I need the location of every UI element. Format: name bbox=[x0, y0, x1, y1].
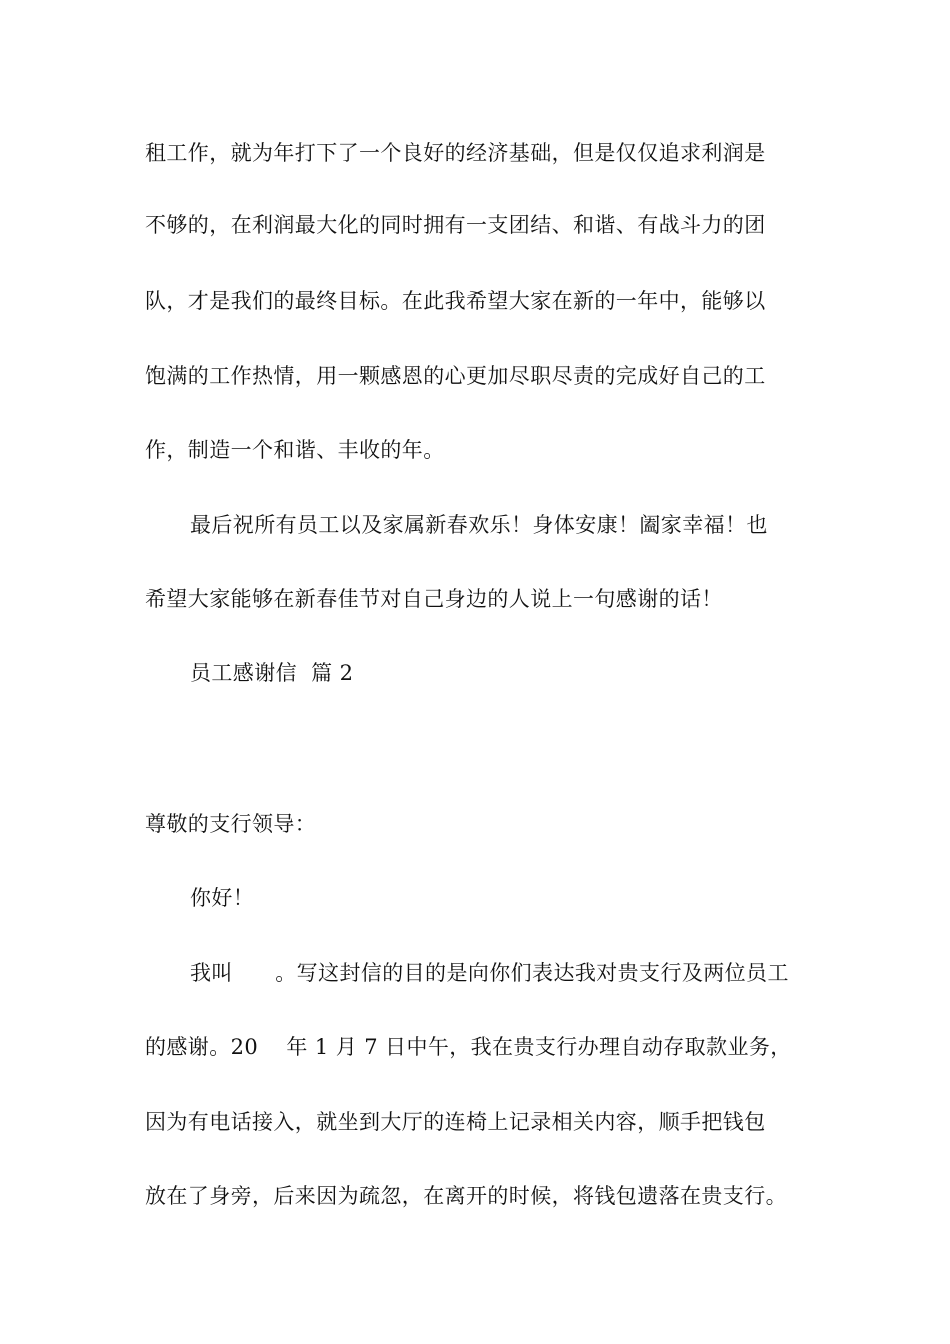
body-text-line: 因为有电话接入，就坐到大厅的连椅上记录相关内容，顺手把钱包 bbox=[145, 1110, 766, 1134]
greeting: 你好！ bbox=[190, 886, 255, 910]
body-text-line: 饱满的工作热情，用一颗感恩的心更加尽职尽责的完成好自己的工 bbox=[145, 364, 766, 388]
body-text-line: 作，制造一个和谐、丰收的年。 bbox=[145, 438, 445, 462]
body-text-line: 的感谢。20 年 1 月 7 日中午，我在贵支行办理自动存取款业务， bbox=[145, 1035, 792, 1059]
salutation: 尊敬的支行领导： bbox=[145, 812, 317, 836]
body-text-line: 放在了身旁，后来因为疏忽，在离开的时候，将钱包遗落在贵支行。 bbox=[145, 1184, 787, 1208]
body-text-line: 不够的，在利润最大化的同时拥有一支团结、和谐、有战斗力的团 bbox=[145, 213, 766, 237]
body-text-line: 最后祝所有员工以及家属新春欢乐！身体安康！阖家幸福！也 bbox=[190, 513, 768, 537]
body-text-line: 租工作，就为年打下了一个良好的经济基础，但是仅仅追求利润是 bbox=[145, 141, 766, 165]
body-text-line: 队，才是我们的最终目标。在此我希望大家在新的一年中，能够以 bbox=[145, 289, 766, 313]
body-text-line: 希望大家能够在新春佳节对自己身边的人说上一句感谢的话！ bbox=[145, 587, 723, 611]
body-text-line: 我叫 。写这封信的目的是向你们表达我对贵支行及两位员工 bbox=[190, 961, 789, 985]
section-heading: 员工感谢信 篇 2 bbox=[190, 661, 354, 685]
